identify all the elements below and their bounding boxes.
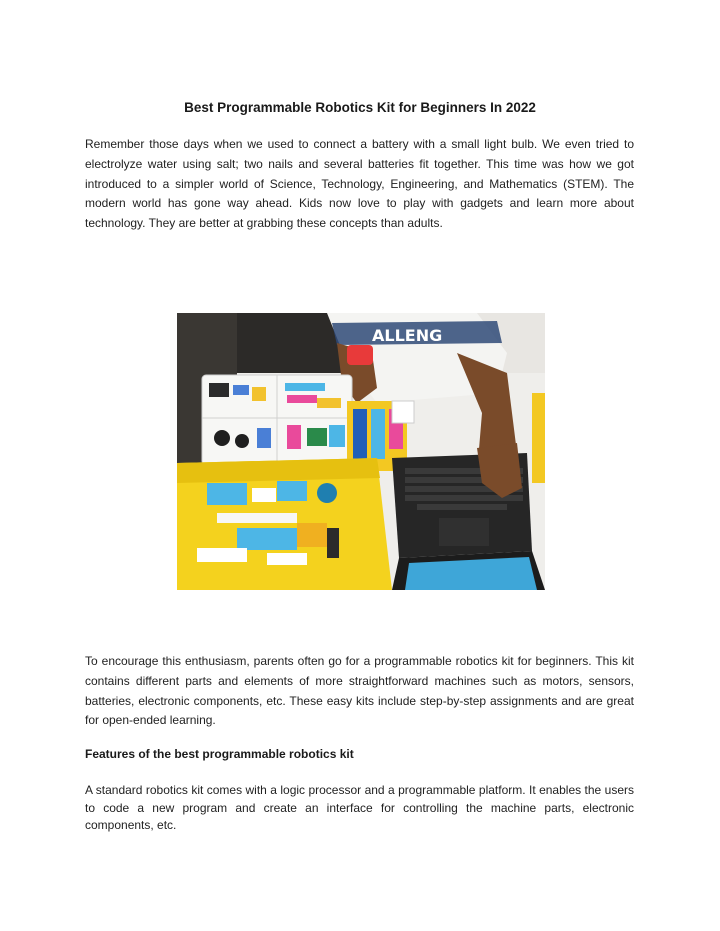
- features-heading: Features of the best programmable robotics kit: [85, 747, 354, 761]
- intro-paragraph: Remember those days when we used to connect a battery with a small light bulb. We even tried to electrolyze water using salt; two nails and several batteries fit together. This time was how we got introduced to a simpler world of Science, Technology, Engineering, and Mathematics (STEM). The modern world has gone way ahead. Kids now love to play with gadgets and learn more about technology. They are better at grabbing these concepts than adults.: [85, 137, 634, 231]
- encouragement-paragraph: To encourage this enthusiasm, parents often go for a programmable robotics kit for beginners. This kit contains different parts and elements of more straightforward machines such as motors, sensors, batteries, electronic components, etc. These easy kits include step-by-step assignments and are great for open-ended learning.: [85, 654, 634, 728]
- document-title: Best Programmable Robotics Kit for Beginners In 2022: [184, 100, 536, 115]
- shirt-print-text: ALLENG: [372, 326, 443, 345]
- robotics-kit-photo: [177, 313, 545, 590]
- features-paragraph: A standard robotics kit comes with a logic processor and a programmable platform. It enables the users to code a new program and create an interface for controlling the machine parts, electronic components, etc.: [85, 783, 634, 832]
